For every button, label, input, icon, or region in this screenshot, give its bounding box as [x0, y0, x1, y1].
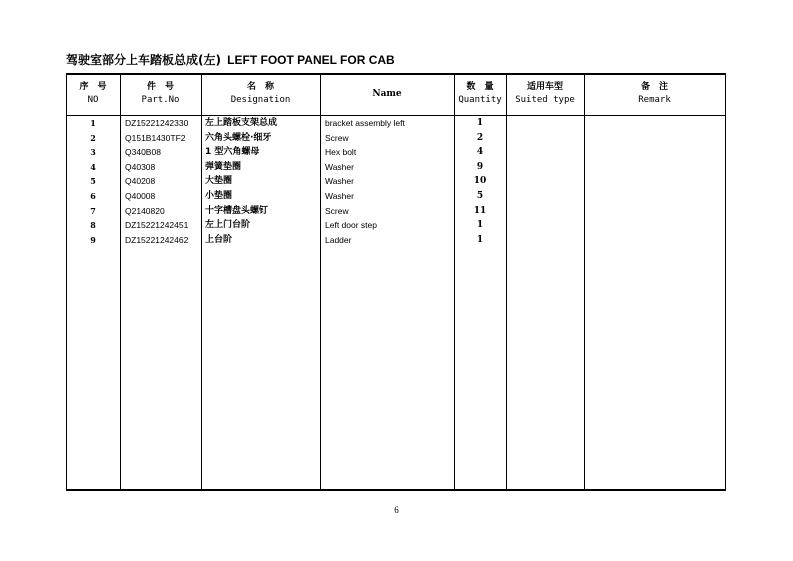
row-quantity: 10 — [473, 176, 487, 187]
column-divider — [201, 74, 202, 490]
row-no: 1 — [90, 118, 96, 128]
row-part-no: DZ15221242451 — [125, 220, 189, 231]
row-name: Washer — [325, 191, 354, 201]
row-designation: 小垫圈 — [205, 191, 233, 201]
header-designation-zh: 名 称 — [246, 82, 274, 92]
header-part-no-en: Part.No — [141, 95, 180, 105]
row-name: bracket assembly left — [325, 118, 405, 128]
header-suited-type-en: Suited type — [515, 95, 575, 105]
row-no: 9 — [90, 234, 96, 245]
table-top-rule — [66, 73, 726, 75]
row-no: 7 — [90, 205, 96, 216]
row-part-no: DZ15221242330 — [125, 118, 189, 128]
header-designation — [201, 81, 320, 107]
row-designation: 左上踏板支架总成 — [205, 118, 278, 128]
page-title — [66, 51, 395, 68]
title-english: LEFT FOOT PANEL FOR CAB — [227, 53, 395, 67]
row-designation: 上台阶 — [205, 234, 233, 245]
row-designation: 十字槽盘头螺钉 — [205, 205, 269, 216]
header-part-no — [120, 81, 201, 107]
row-no: 4 — [90, 161, 96, 172]
header-name — [320, 88, 454, 101]
header-no-zh: 序 号 — [79, 82, 107, 92]
header-remark-en: Remark — [638, 95, 671, 105]
row-no: 5 — [90, 176, 96, 187]
row-no: 2 — [90, 132, 96, 143]
header-suited-type-zh: 适用车型 — [526, 82, 563, 92]
header-quantity-en: Quantity — [458, 95, 502, 105]
title-chinese: 驾驶室部分上车踏板总成(左) — [66, 53, 221, 67]
column-divider — [725, 74, 726, 490]
column-divider — [320, 74, 321, 490]
row-quantity: 9 — [476, 161, 484, 172]
table-bottom-rule — [66, 489, 726, 491]
row-quantity: 11 — [473, 205, 487, 216]
row-name: Hex bolt — [325, 147, 357, 158]
row-name: Ladder — [325, 234, 352, 245]
row-designation: 1 型六角螺母 — [205, 147, 260, 158]
row-name: Left door step — [325, 220, 377, 231]
row-designation: 弹簧垫圈 — [205, 161, 242, 172]
row-part-no: Q340B08 — [125, 147, 161, 158]
row-designation: 左上门台阶 — [205, 220, 251, 231]
row-name: Screw — [325, 205, 349, 216]
row-name: Washer — [325, 176, 354, 187]
row-part-no: Q2140820 — [125, 205, 165, 216]
row-name: Screw — [325, 132, 349, 143]
row-part-no: Q40208 — [125, 176, 156, 187]
header-remark — [584, 81, 725, 107]
row-part-no: DZ15221242462 — [125, 234, 189, 245]
row-part-no: Q40308 — [125, 161, 156, 172]
row-no: 6 — [90, 191, 96, 201]
column-divider — [120, 74, 121, 490]
row-designation: 六角头螺栓·细牙 — [205, 132, 272, 143]
row-quantity: 5 — [476, 191, 484, 201]
row-quantity: 1 — [476, 118, 484, 128]
row-name: Washer — [325, 161, 354, 172]
header-quantity-zh: 数 量 — [466, 82, 494, 92]
column-divider — [506, 74, 507, 490]
row-no: 3 — [90, 147, 96, 158]
row-quantity: 4 — [476, 147, 484, 158]
page-number: 6 — [394, 505, 399, 515]
row-no: 8 — [90, 220, 96, 231]
header-name-label: Name — [372, 89, 402, 99]
row-part-no: Q151B1430TF2 — [125, 132, 186, 143]
row-quantity: 2 — [476, 132, 484, 143]
header-part-no-zh: 件 号 — [146, 82, 174, 92]
column-divider — [584, 74, 585, 490]
header-quantity — [454, 81, 506, 107]
header-suited-type — [506, 81, 584, 107]
header-no — [66, 81, 120, 107]
parts-table — [66, 73, 726, 491]
row-part-no: Q40008 — [125, 191, 156, 201]
row-quantity: 1 — [476, 234, 484, 245]
row-quantity: 1 — [476, 220, 484, 231]
row-designation: 大垫圈 — [205, 176, 233, 187]
header-no-en: NO — [87, 95, 99, 105]
header-remark-zh: 备 注 — [640, 82, 668, 92]
header-designation-en: Designation — [230, 95, 291, 105]
